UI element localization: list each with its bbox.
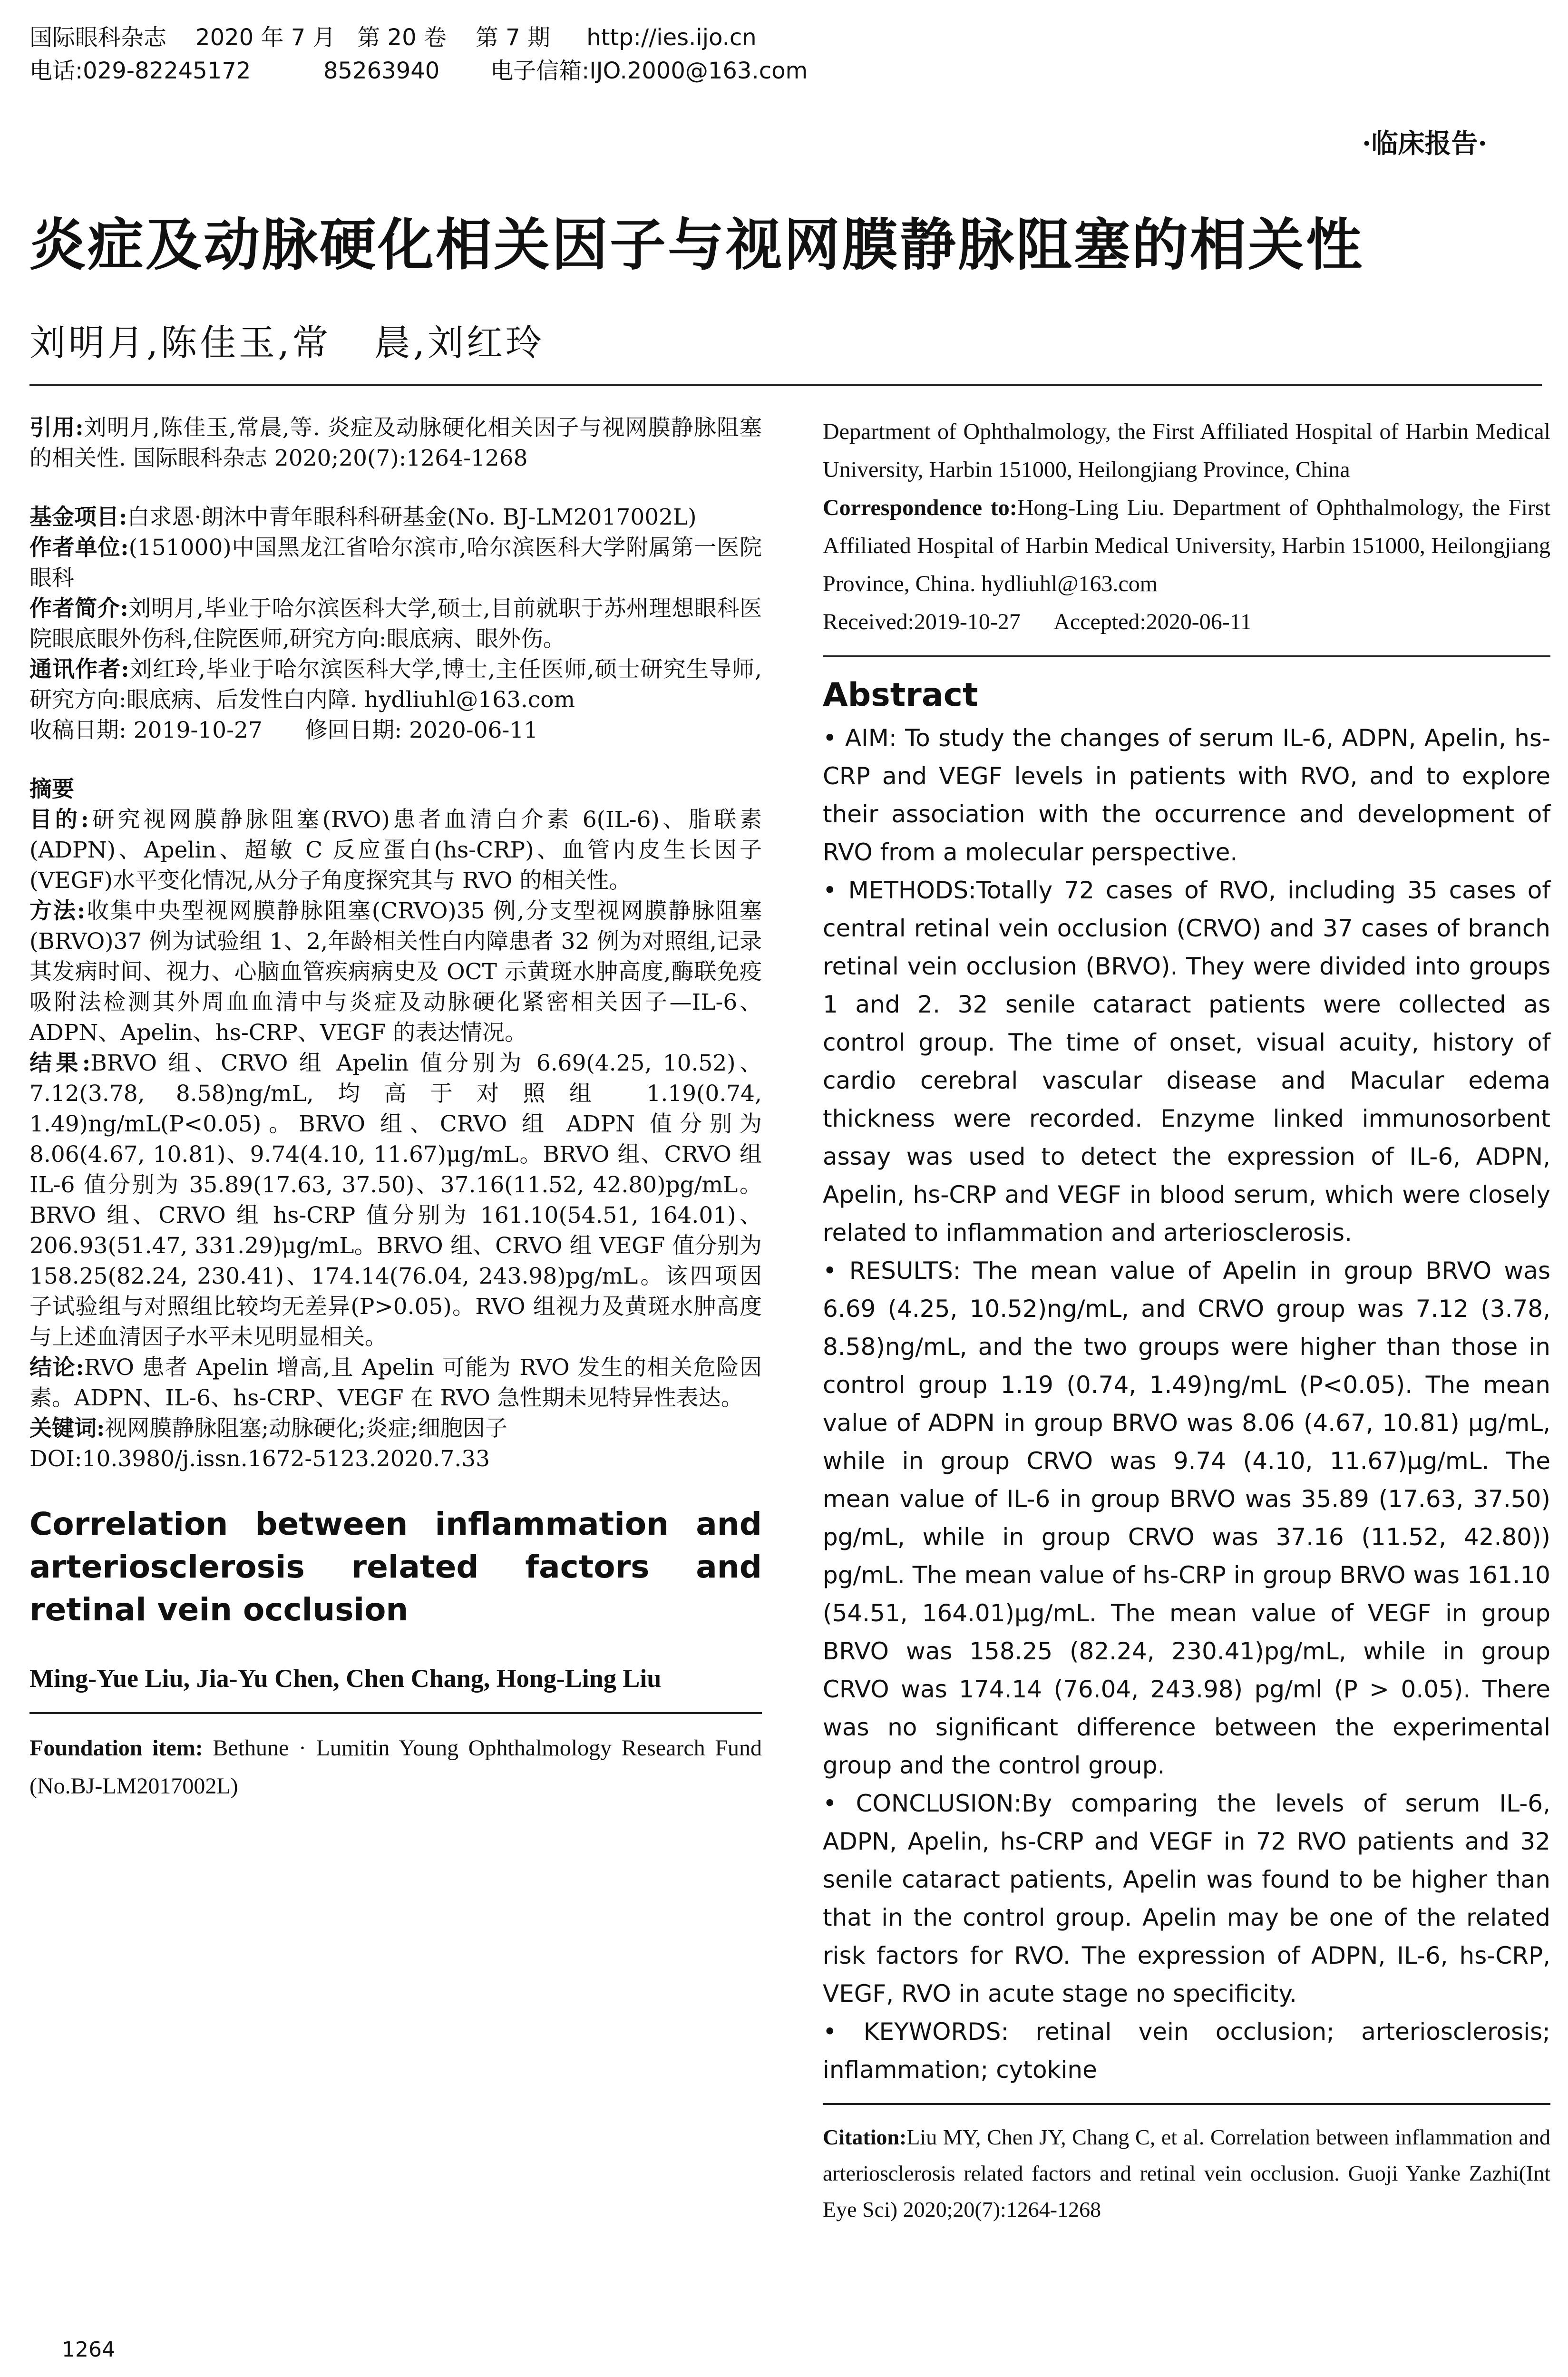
aim-en: • AIM: To study the changes of serum IL-6, ADPN, Apelin, hs-CRP and VEGF levels in patients with RVO, and to explore their association with the occurrence and development of RVO from a molecular perspective. — [823, 724, 1550, 866]
fund-cn: 基金项目:白求恩·朗沐中青年眼科科研基金(No. BJ-LM2017002L) — [29, 504, 697, 530]
methods-cn: 方法:收集中央型视网膜静脉阻塞(CRVO)35 例,分支型视网膜静脉阻塞(BRVO)37 例为试验组 1、2,年龄相关性白内障患者 32 例为对照组,记录其发病时间、视力、心脑血管疾病病史及 OCT 示黄斑水肿高度,酶联免疫吸附法检测其外周血血清中与炎症及动脉硬化紧密相关因子—IL-6、ADPN、Apelin、hs-CRP、VEGF 的表达情况。 — [29, 898, 762, 1046]
journal-header — [29, 21, 1551, 88]
english-authors: Ming-Yue Liu, Jia-Yu Chen, Chen Chang, Hong-Ling Liu — [29, 1664, 662, 1693]
correspondence-en: Correspondence to:Hong-Ling Liu. Department of Ophthalmology, the First Affiliated Hospital of Harbin Medical University, Harbin 151000, Heilongjiang Province, China. hydliuhl@163.com — [823, 495, 1550, 596]
citation-cn: 引用:刘明月,陈佳玉,常晨,等. 炎症及动脉硬化相关因子与视网膜静脉阻塞的相关性. 国际眼科杂志 2020;20(7):1264-1268 — [29, 415, 762, 471]
aim-cn: 目的:研究视网膜静脉阻塞(RVO)患者血清白介素 6(IL-6)、脂联素(ADPN)、Apelin、超敏 C 反应蛋白(hs-CRP)、血管内皮生长因子(VEGF)水平变化情况,从分子角度探究其与 RVO 的相关性。 — [29, 807, 762, 894]
header-line-2: 电话:029-82245172 85263940 电子信箱:IJO.2000@163.com — [29, 58, 808, 84]
bio-cn: 作者简介:刘明月,毕业于哈尔滨医科大学,硕士,目前就职于苏州理想眼科医院眼底眼外伤科,住院医师,研究方向:眼底病、眼外伤。 — [29, 595, 762, 652]
correspondence-cn: 通讯作者:刘红玲,毕业于哈尔滨医科大学,博士,主任医师,硕士研究生导师,研究方向:眼底病、后发性白内障. hydliuhl@163.com — [29, 656, 762, 713]
authors-cn: 刘明月,陈佳玉,常 晨,刘红玲 — [29, 321, 545, 364]
authors-rule — [29, 1712, 762, 1714]
keywords-en: • KEYWORDS: retinal vein occlusion; arteriosclerosis; inflammation; cytokine — [823, 2018, 1550, 2084]
section-label: ·临床报告· — [1362, 128, 1487, 159]
conclusion-cn: 结论:RVO 患者 Apelin 增高,且 Apelin 可能为 RVO 发生的相关危险因素。ADPN、IL-6、hs-CRP、VEGF 在 RVO 急性期未见特异性表达。 — [29, 1354, 762, 1411]
dates-en: Received:2019-10-27 Accepted:2020-06-11 — [823, 609, 1252, 634]
english-title: Correlation between inflammation and arteriosclerosis related factors and retinal vein occlusion — [29, 1506, 762, 1628]
keywords-cn: 关键词:视网膜静脉阻塞;动脉硬化;炎症;细胞因子 — [29, 1415, 507, 1442]
right-column — [823, 413, 1550, 2228]
citation-en: Citation:Liu MY, Chen JY, Chang C, et al. Correlation between inflammation and arteriosclerosis related factors and retinal vein occlusion. Guoji Yanke Zazhi(Int Eye Sci) 2020;20(7):1264-1268 — [823, 2125, 1550, 2221]
doi: DOI:10.3980/j.issn.1672-5123.2020.7.33 — [29, 1446, 490, 1472]
citation-rule — [823, 2103, 1550, 2105]
conclusion-en: • CONCLUSION:By comparing the levels of serum IL-6, ADPN, Apelin, hs-CRP and VEGF in 72 RVO patients and 32 senile cataract patients, Apelin was found to be higher than that in the control group. Apelin may be one of the related risk factors for RVO. The expression of ADPN, IL-6, hs-CRP, VEGF, RVO in acute stage no specificity. — [823, 1790, 1550, 2007]
unit-cn: 作者单位:(151000)中国黑龙江省哈尔滨市,哈尔滨医科大学附属第一医院眼科 — [29, 535, 762, 591]
results-en: • RESULTS: The mean value of Apelin in group BRVO was 6.69 (4.25, 10.52)ng/mL, and CRVO group was 7.12 (3.78, 8.58)ng/mL, and the two groups were higher than those in control group 1.19 (0.74, 1.49)ng/mL (P<0.05). The mean value of ADPN in group BRVO was 8.06 (4.67, 10.81) μg/mL, while in group CRVO was 9.74 (4.10, 11.67)μg/mL. The mean value of IL-6 in group BRVO was 35.89 (17.63, 37.50) pg/mL, while in group CRVO was 37.16 (11.52, 42.80)) pg/mL. The mean value of hs-CRP in group BRVO was 161.10 (54.51, 164.01)μg/mL. The mean value of VEGF in group BRVO was 158.25 (82.24, 230.41)pg/mL, while in group CRVO was 174.14 (76.04, 243.98) pg/ml (P > 0.05). There was no significant difference between the experimental group and the control group. — [823, 1257, 1550, 1779]
dates-cn: 收稿日期: 2019-10-27 修回日期: 2020-06-11 — [29, 717, 538, 743]
foundation-item: Foundation item: Bethune · Lumitin Young Ophthalmology Research Fund (No.BJ-LM2017002L) — [29, 1735, 762, 1799]
results-cn: 结果:BRVO 组、CRVO 组 Apelin 值分别为 6.69(4.25, 10.52)、7.12(3.78, 8.58)ng/mL,均高于对照组 1.19(0.74, 1.49)ng/mL(P<0.05)。BRVO 组、CRVO 组 ADPN 值分别为 8.06(4.67, 10.81)、9.74(4.10, 11.67)μg/mL。BRVO 组、CRVO 组 IL-6 值分别为 35.89(17.63, 37.50)、37.16(11.52, 42.80)pg/mL。BRVO 组、CRVO 组 hs-CRP 值分别为 161.10(54.51, 164.01)、206.93(51.47, 331.29)μg/mL。BRVO 组、CRVO 组 VEGF 值分别为 158.25(82.24, 230.41)、174.14(76.04, 243.98)pg/mL。该四项因子试验组与对照组比较均无差异(P>0.05)。RVO 组视力及黄斑水肿高度与上述血清因子水平未见明显相关。 — [29, 1050, 762, 1350]
abstract-heading-en: Abstract — [823, 676, 978, 714]
article-title: 炎症及动脉硬化相关因子与视网膜静脉阻塞的相关性 — [29, 212, 1364, 278]
page-number: 1264 — [62, 2338, 115, 2362]
department-en: Department of Ophthalmology, the First Affiliated Hospital of Harbin Medical University, Harbin 151000, Heilongjiang Province, China — [823, 419, 1550, 482]
methods-en: • METHODS:Totally 72 cases of RVO, including 35 cases of central retinal vein occlusion (CRVO) and 37 cases of branch retinal vein occlusion (BRVO). They were divided into groups 1 and 2. 32 senile cataract patients were collected as control group. The time of onset, visual acuity, history of cardio cerebral vascular disease and Macular edema thickness were recorded. Enzyme linked immunosorbent assay was used to detect the expression of IL-6, ADPN, Apelin, hs-CRP and VEGF in blood serum, which were closely related to inflammation and arteriosclerosis. — [823, 877, 1550, 1247]
header-line-1: 国际眼科杂志 2020 年 7 月 第 20 卷 第 7 期 http://ies.ijo.cn — [29, 24, 757, 51]
left-column — [29, 413, 762, 1805]
right-top-rule — [823, 655, 1550, 657]
abstract-heading-cn: 摘要 — [29, 776, 74, 802]
header-rule — [29, 384, 1542, 386]
